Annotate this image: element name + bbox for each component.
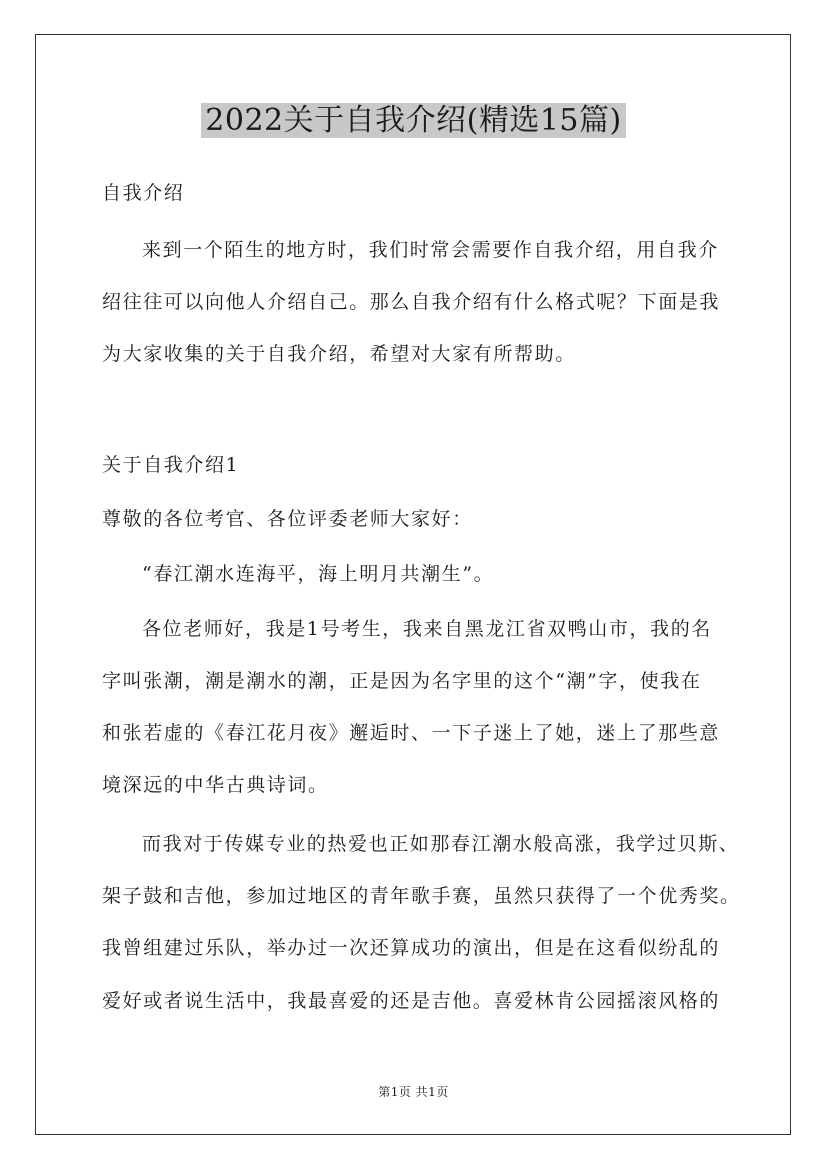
para1-line-4: 境深远的中华古典诗词。: [102, 774, 329, 796]
section-1-title: 关于自我介绍1: [102, 454, 240, 476]
heading-self-intro: 自我介绍: [102, 182, 185, 204]
greeting-line: 尊敬的各位考官、各位评委老师大家好：: [102, 508, 473, 530]
para2-line-4: 爱好或者说生活中，我最喜爱的还是吉他。喜爱林肯公园摇滚风格的: [102, 990, 721, 1012]
para2-line-2: 架子鼓和吉他，参加过地区的青年歌手赛，虽然只获得了一个优秀奖。: [102, 885, 741, 907]
para1-line-2: 字叫张潮，潮是潮水的潮，正是因为名字里的这个“潮”字，使我在: [102, 670, 702, 692]
poem-quote: “春江潮水连海平，海上明月共潮生”。: [142, 563, 495, 585]
intro-line-2: 绍往往可以向他人介绍自己。那么自我介绍有什么格式呢？下面是我: [102, 291, 721, 313]
para1-line-1: 各位老师好，我是1号考生，我来自黑龙江省双鸭山市，我的名: [142, 618, 712, 640]
para2-line-1: 而我对于传媒专业的热爱也正如那春江潮水般高涨，我学过贝斯、: [142, 833, 740, 855]
para1-line-3: 和张若虚的《春江花月夜》邂逅时、一下子迷上了她，迷上了那些意: [102, 722, 721, 744]
document-title-container: [0, 100, 827, 142]
page-footer: 第1页 共1页: [378, 1085, 449, 1099]
intro-line-1: 来到一个陌生的地方时，我们时常会需要作自我介绍，用自我介: [142, 239, 719, 261]
para2-line-3: 我曾组建过乐队，举办过一次还算成功的演出，但是在这看似纷乱的: [102, 937, 721, 959]
document-title: 2022关于自我介绍(精选15篇): [201, 103, 625, 138]
intro-line-3: 为大家收集的关于自我介绍，希望对大家有所帮助。: [102, 343, 576, 365]
